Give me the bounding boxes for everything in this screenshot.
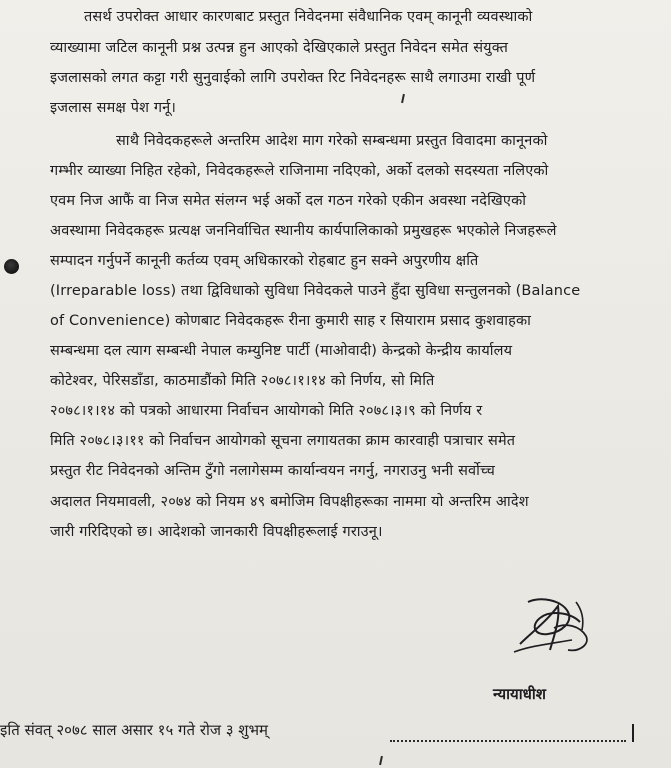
text-line: साथै निवेदकहरूले अन्तरिम आदेश माग गरेको सम्बन्धमा प्रस्तुत विवादमा कानूनको — [116, 133, 548, 149]
punch-hole — [4, 259, 19, 274]
ink-mark — [401, 94, 405, 103]
text-line: जारी गरिदिएको छ। आदेशको जानकारी विपक्षीहरूलाई गराउनू। — [50, 524, 383, 540]
text-line: कोटेश्वर, पेरिसडाँडा, काठमाडौंको मिति २०७८।१।१४ को निर्णय, सो मिति — [50, 373, 435, 389]
judge-title: न्यायाधीश — [493, 685, 546, 703]
text-line: (Irreparable loss) तथा द्विविधाको सुविधा निवेदकले पाउने हुँदा सुविधा सन्तुलनको (Balance — [50, 283, 581, 299]
text-line: इजलासको लगत कट्टा गरी सुनुवाईको लागि उपरोक्त रिट निवेदनहरू साथै लगाउमा राखी पूर्ण — [50, 70, 536, 86]
text-line: एवम निज आफैं वा निज समेत संलग्न भई अर्को दल गठन गरेको एकीन अवस्था नदेखिएको — [50, 193, 527, 209]
text-line: अवस्थामा निवेदकहरू प्रत्यक्ष जननिर्वाचित स्थानीय कार्यपालिकाको प्रमुखहरू भएकोले निजहरूले — [50, 223, 557, 239]
text-line: इजलास समक्ष पेश गर्नू। — [50, 100, 177, 116]
dotted-signature-line — [390, 726, 626, 742]
text-line: अदालत नियमावली, २०७४ को नियम ४९ बमोजिम विपक्षीहरूका नाममा यो अन्तरिम आदेश — [50, 494, 529, 510]
text-line: गम्भीर व्याख्या निहित रहेको, निवेदकहरूले राजिनामा नदिएको, अर्को दलको सदस्यता नलिएको — [50, 163, 549, 179]
text-line: व्याख्यामा जटिल कानूनी प्रश्न उत्पन्न हुन आएको देखिएकाले प्रस्तुत निवेदन समेत संयुक्त — [50, 40, 509, 56]
ink-mark — [379, 756, 383, 765]
text-line: तसर्थ उपरोक्त आधार कारणबाट प्रस्तुत निवेदनमा संवैधानिक एवम् कानूनी व्यवस्थाको — [84, 9, 533, 25]
end-mark — [632, 724, 634, 742]
judge-signature — [510, 592, 600, 664]
text-line: सम्पादन गर्नुपर्ने कानूनी कर्तव्य एवम् अधिकारको रोहबाट हुन सक्ने अपुरणीय क्षति — [50, 253, 479, 269]
text-line: सम्बन्धमा दल त्याग सम्बन्धी नेपाल कम्युनिष्ट पार्टी (माओवादी) केन्द्रको केन्द्रीय कार्यालय — [50, 343, 513, 359]
text-line: प्रस्तुत रीट निवेदनको अन्तिम टुँगो नलागेसम्म कार्यान्वयन नगर्नु, नगराउनु भनी सर्वोच्च — [50, 463, 495, 479]
text-line: of Convenience) कोणबाट निवेदकहरू रीना कुमारी साह र सियाराम प्रसाद कुशवाहका — [50, 313, 532, 329]
text-line: मिति २०७८।३।११ को निर्वाचन आयोगको सूचना लगायतका क्राम कारवाही पत्राचार समेत — [50, 433, 516, 449]
text-line: २०७८।१।१४ को पत्रको आधारमा निर्वाचन आयोगको मिति २०७८।३।९ को निर्णय र — [50, 403, 483, 419]
closing-date-line: इति संवत् २०७८ साल असार १५ गते रोज ३ शुभम् — [0, 721, 269, 739]
